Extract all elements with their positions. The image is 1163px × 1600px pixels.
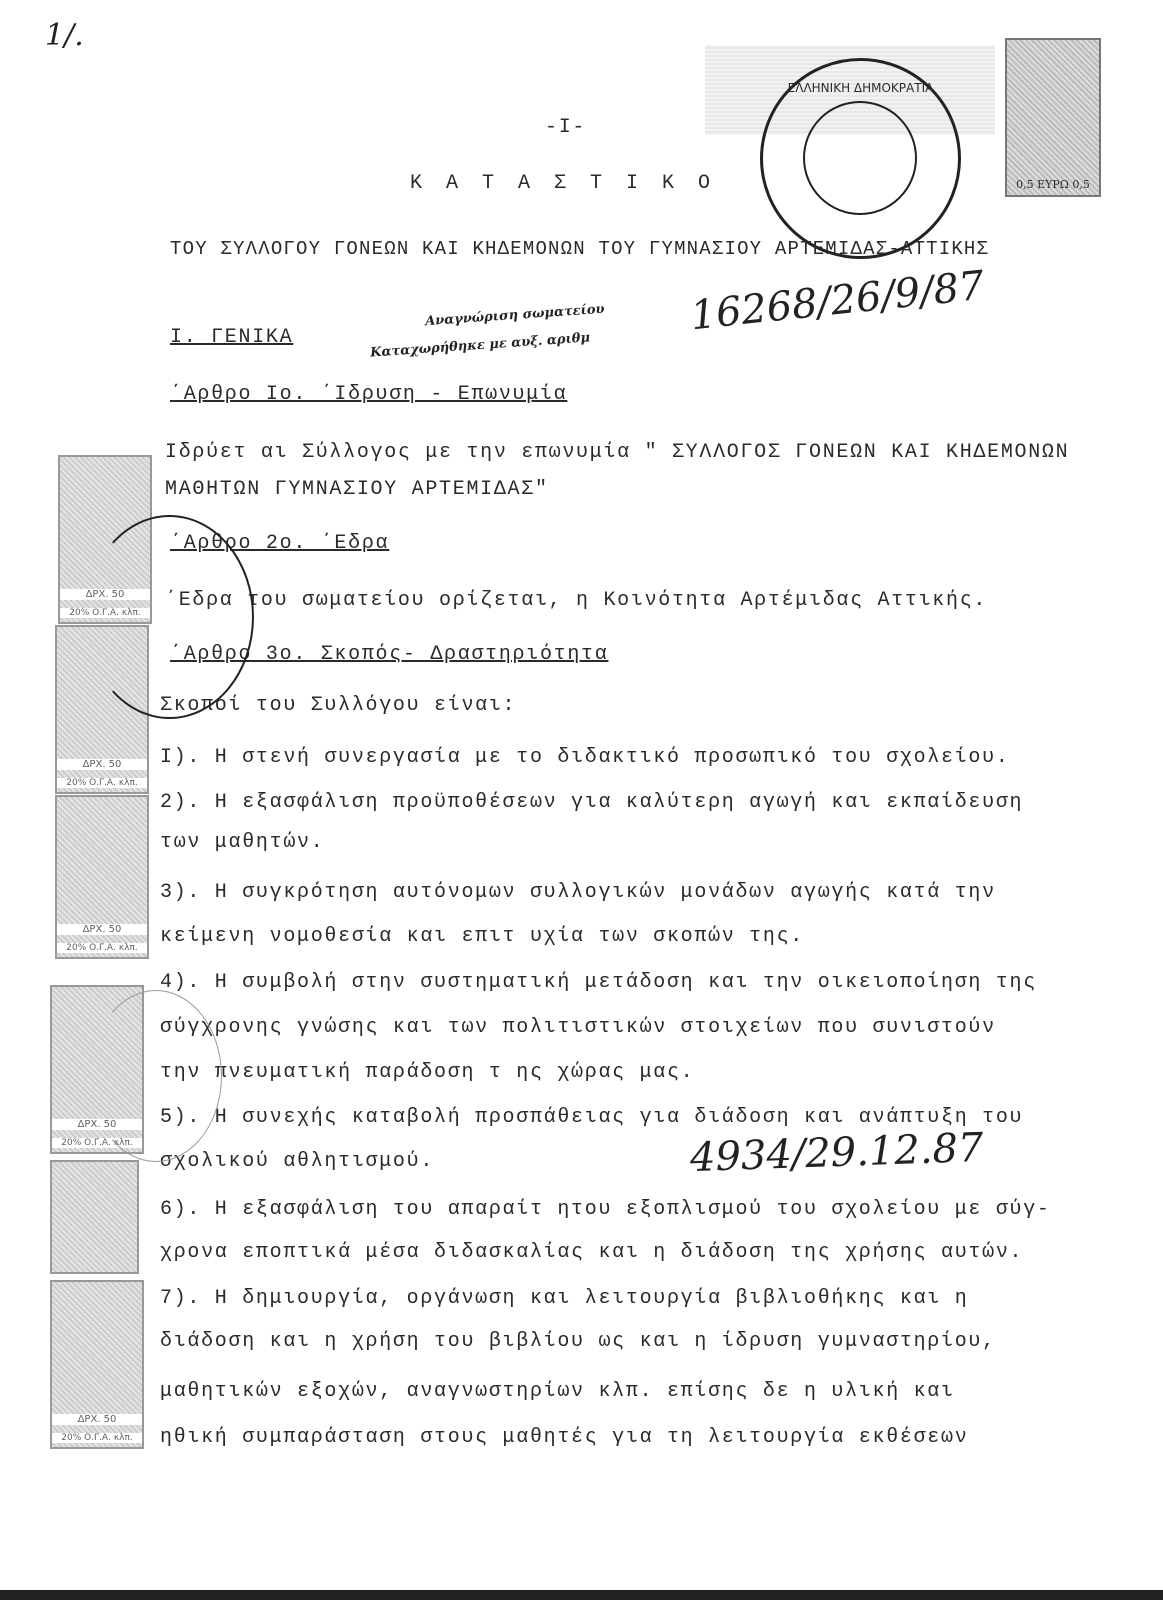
text-line: 2). Η εξασφάλιση προϋποθέσεων για καλύτερη αγωγή και εκπαίδευση <box>160 791 1024 814</box>
text-line: 7). Η δημιουργία, οργάνωση και λειτουργία βιβλιοθήκης και η <box>160 1287 969 1310</box>
text-line: 3). Η συγκρότηση αυτόνομων συλλογικών μονάδων αγωγής κατά την <box>160 881 996 904</box>
document-title: Κ Α Τ Α Σ Τ Ι Κ Ο <box>410 172 717 195</box>
revenue-stamp <box>50 1280 144 1449</box>
stamp-label: ΔΡΧ. 50 <box>60 589 150 600</box>
handwritten-note: 4934/29.12.87 <box>689 1124 985 1182</box>
stamp-sub: 20% Ο.Γ.Α. κλπ. <box>52 1433 142 1443</box>
text-line: 5). Η συνεχής καταβολή προσπάθειας για διάδοση και ανάπτυξη του <box>160 1106 1024 1129</box>
text-line: I). Η στενή συνεργασία με το διδακτικό προσωπικό του σχολείου. <box>160 746 1010 769</box>
text-line: ηθική συμπαράσταση στους μαθητές για τη λειτουργία εκθέσεων <box>160 1426 969 1449</box>
official-seal <box>760 58 961 259</box>
text-line: σχολικού αθλητισμού. <box>160 1150 435 1173</box>
text-line: ΄Εδρα του σωματείου ορίζεται, η Κοινότητα Αρτέμιδας Αττικής. <box>165 589 988 612</box>
text-line: χρονα εποπτικά μέσα διδασκαλίας και η διάδοση της χρήσης αυτών. <box>160 1241 1024 1264</box>
fiscal-stamp-value: 0,5 ΕΥΡΩ 0,5 <box>1016 178 1090 191</box>
text-line: Ιδρύετ αι Σύλλογος με την επωνυμία " ΣΥΛΛΟΓΟΣ ΓΟΝΕΩΝ ΚΑΙ ΚΗΔΕΜΟΝΩΝ <box>165 441 1070 464</box>
scan-edge <box>0 1590 1163 1600</box>
stamp-label: ΔΡΧ. 50 <box>52 1414 142 1425</box>
article-1-heading: ΄Αρθρο Ιο. ΄Ιδρυση - Επωνυμία <box>170 383 568 406</box>
text-line: διάδοση και η χρήση του βιβλίου ως και η ίδρυση γυμναστηρίου, <box>160 1330 996 1353</box>
stamp-sub: 20% Ο.Γ.Α. κλπ. <box>57 778 147 788</box>
side-seal-faint <box>90 990 222 1162</box>
text-line: 4). Η συμβολή στην συστηματική μετάδοση και την οικειοποίηση της <box>160 971 1037 994</box>
revenue-stamp <box>55 795 149 959</box>
handwritten-registration: 16268/26/9/87 <box>688 262 987 340</box>
stamp-sub: 20% Ο.Γ.Α. κλπ. <box>60 608 150 618</box>
text-line: των μαθητών. <box>160 831 325 854</box>
text-line: ΜΑΘΗΤΩΝ ΓΥΜΝΑΣΙΟΥ ΑΡΤΕΜΙΔΑΣ" <box>165 478 549 501</box>
article-2-heading: ΄Αρθρο 2ο. ΄Εδρα <box>170 532 390 555</box>
document-subtitle: ΤΟΥ ΣΥΛΛΟΓΟΥ ΓΟΝΕΩΝ ΚΑΙ ΚΗΔΕΜΟΝΩΝ ΤΟΥ ΓΥΜΝΑΣΙΟΥ ΑΡΤΕΜΙΔΑΣ-ΑΤΤΙΚΗΣ <box>170 238 990 260</box>
text-line: Σκοποί του Συλλόγου είναι: <box>160 694 517 717</box>
stamp-label: ΔΡΧ. 50 <box>57 759 147 770</box>
stamp-sub: 20% Ο.Γ.Α. κλπ. <box>57 943 147 953</box>
revenue-stamp <box>50 1160 139 1274</box>
stamp-line-2: Καταχωρήθηκε με αυξ. αριθμ <box>369 330 591 361</box>
text-line: κείμενη νομοθεσία και επιτ υχία των σκοπών της. <box>160 925 804 948</box>
article-3-heading: ΄Αρθρο 3ο. Σκοπός- Δραστηριότητα <box>170 643 609 666</box>
text-line: 6). Η εξασφάλιση του απαραίτ ητου εξοπλισμού του σχολείου με σύγ- <box>160 1198 1051 1221</box>
text-line: μαθητικών εξοχών, αναγνωστηρίων κλπ. επίσης δε η υλική και <box>160 1380 955 1403</box>
page-number: -I- <box>545 116 587 139</box>
text-line: σύγχρονης γνώσης και των πολιτιστικών στοιχείων που συνιστούν <box>160 1016 996 1039</box>
fiscal-stamp <box>1005 38 1101 197</box>
corner-mark: 1/. <box>45 18 84 53</box>
stamp-label: ΔΡΧ. 50 <box>52 1119 142 1130</box>
seal-inner-ring <box>803 101 917 215</box>
stamp-sub: 20% Ο.Γ.Α. κλπ. <box>52 1138 142 1148</box>
text-line: την πνευματική παράδοση τ ης χώρας μας. <box>160 1061 695 1084</box>
side-seal <box>85 515 254 719</box>
section-heading: Ι. ΓΕΝΙΚΑ <box>170 326 294 349</box>
stamp-line-1: Αναγνώριση σωματείου <box>424 301 606 330</box>
stamp-label: ΔΡΧ. 50 <box>57 924 147 935</box>
seal-text: ΕΛΛΗΝΙΚΗ ΔΗΜΟΚΡΑΤΙΑ <box>787 81 934 95</box>
